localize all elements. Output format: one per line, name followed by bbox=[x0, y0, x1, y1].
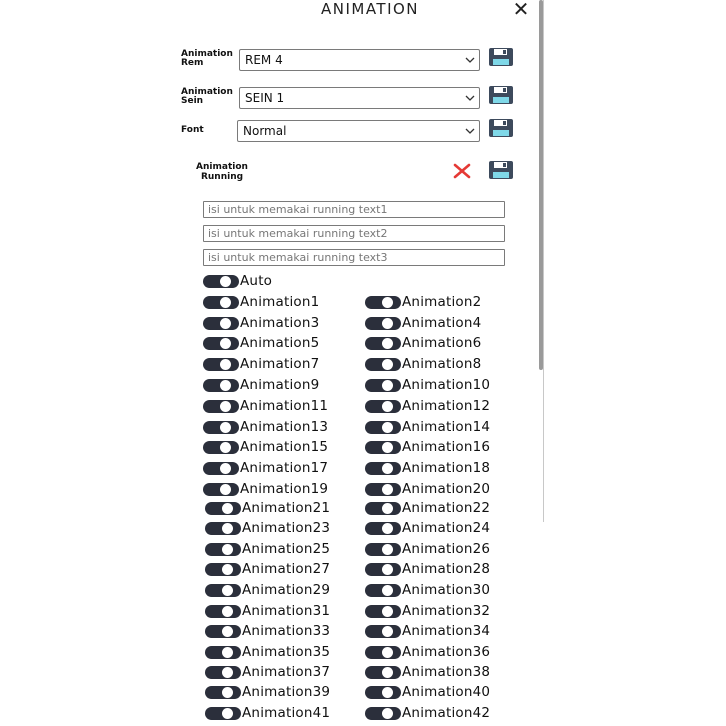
x-mark-icon[interactable] bbox=[452, 163, 472, 179]
animation-toggle-label: Animation6 bbox=[402, 335, 482, 351]
animation-toggle[interactable] bbox=[205, 664, 330, 680]
auto-toggle[interactable] bbox=[203, 273, 272, 289]
animation-toggle-label: Animation29 bbox=[242, 582, 331, 598]
animation-toggle[interactable] bbox=[203, 315, 319, 331]
toggle-switch[interactable] bbox=[203, 296, 239, 309]
animation-toggle[interactable] bbox=[365, 398, 490, 414]
animation-toggle-label: Animation18 bbox=[402, 460, 491, 476]
animation-toggle-label: Animation33 bbox=[242, 623, 331, 639]
animation-toggle-label: Animation34 bbox=[402, 623, 491, 639]
save-running-icon[interactable] bbox=[488, 160, 514, 180]
animation-toggle-label: Animation12 bbox=[402, 398, 491, 414]
animation-toggle[interactable] bbox=[205, 561, 330, 577]
animation-toggle[interactable] bbox=[365, 684, 490, 700]
close-icon[interactable]: ✕ bbox=[512, 0, 530, 21]
animation-toggle[interactable] bbox=[365, 705, 490, 721]
toggle-switch[interactable] bbox=[365, 400, 401, 413]
toggle-switch[interactable] bbox=[365, 707, 401, 720]
toggle-switch[interactable] bbox=[205, 625, 241, 638]
animation-toggle[interactable] bbox=[203, 460, 328, 476]
animation-toggle[interactable] bbox=[205, 623, 330, 639]
toggle-switch[interactable] bbox=[205, 646, 241, 659]
toggle-switch[interactable] bbox=[365, 296, 401, 309]
toggle-switch[interactable] bbox=[203, 379, 239, 392]
animation-toggle[interactable] bbox=[365, 623, 490, 639]
font-label: Font bbox=[181, 125, 204, 135]
animation-toggle[interactable] bbox=[205, 500, 330, 516]
animation-toggle[interactable] bbox=[203, 481, 328, 497]
animation-toggle-label: Animation17 bbox=[240, 460, 329, 476]
toggle-switch[interactable] bbox=[365, 421, 401, 434]
scrollbar-thumb[interactable] bbox=[539, 0, 543, 370]
toggle-switch[interactable] bbox=[205, 707, 241, 720]
animation-toggle-label: Animation35 bbox=[242, 644, 331, 660]
toggle-switch[interactable] bbox=[205, 666, 241, 679]
toggle-switch[interactable] bbox=[365, 483, 401, 496]
animation-toggle-label: Animation19 bbox=[240, 481, 329, 497]
animation-toggle-label: Animation24 bbox=[402, 520, 491, 536]
running-text-input-1[interactable] bbox=[203, 201, 505, 218]
animation-toggle-label: Animation22 bbox=[402, 500, 491, 516]
animation-toggle[interactable] bbox=[203, 439, 328, 455]
auto-toggle-label: Auto bbox=[240, 273, 273, 289]
animation-toggle-label: Animation31 bbox=[242, 603, 331, 619]
animation-toggle[interactable] bbox=[365, 541, 490, 557]
animation-toggle-label: Animation11 bbox=[240, 398, 329, 414]
animation-toggle[interactable] bbox=[203, 294, 319, 310]
animation-sein-label: Animation Sein bbox=[181, 87, 233, 106]
animation-toggle-label: Animation39 bbox=[242, 684, 331, 700]
animation-toggle[interactable] bbox=[203, 356, 319, 372]
animation-toggle-label: Animation41 bbox=[242, 705, 331, 721]
animation-toggle-label: Animation30 bbox=[402, 582, 491, 598]
chevron-down-icon bbox=[465, 55, 475, 65]
animation-toggle-label: Animation40 bbox=[402, 684, 491, 700]
animation-toggle-label: Animation4 bbox=[402, 315, 482, 331]
toggle-switch[interactable] bbox=[365, 462, 401, 475]
toggle-switch[interactable] bbox=[205, 605, 241, 618]
animation-sein-value: SEIN 1 bbox=[245, 91, 285, 105]
animation-toggle-label: Animation28 bbox=[402, 561, 491, 577]
toggle-switch[interactable] bbox=[203, 400, 239, 413]
animation-toggle-label: Animation8 bbox=[402, 356, 482, 372]
toggle-switch[interactable] bbox=[203, 358, 239, 371]
animation-toggle[interactable] bbox=[203, 398, 328, 414]
animation-toggle[interactable] bbox=[203, 335, 319, 351]
animation-toggle[interactable] bbox=[365, 294, 481, 310]
toggle-switch[interactable] bbox=[205, 584, 241, 597]
chevron-down-icon bbox=[465, 126, 475, 136]
animation-toggle-label: Animation14 bbox=[402, 419, 491, 435]
animation-toggle[interactable] bbox=[365, 335, 481, 351]
animation-toggle-label: Animation25 bbox=[242, 541, 331, 557]
animation-toggle-label: Animation21 bbox=[242, 500, 331, 516]
animation-toggle[interactable] bbox=[365, 520, 490, 536]
toggle-switch[interactable] bbox=[365, 666, 401, 679]
running-text-input-2[interactable] bbox=[203, 225, 505, 242]
toggle-switch[interactable] bbox=[203, 275, 239, 288]
animation-toggle-label: Animation38 bbox=[402, 664, 491, 680]
save-sein-icon[interactable] bbox=[488, 85, 514, 105]
toggle-switch[interactable] bbox=[205, 502, 241, 515]
animation-toggle-label: Animation13 bbox=[240, 419, 329, 435]
animation-toggle[interactable] bbox=[203, 419, 328, 435]
toggle-switch[interactable] bbox=[365, 337, 401, 350]
animation-toggle-label: Animation27 bbox=[242, 561, 331, 577]
animation-toggle-label: Animation10 bbox=[402, 377, 491, 393]
toggle-switch[interactable] bbox=[203, 317, 239, 330]
animation-toggle[interactable] bbox=[365, 644, 490, 660]
toggle-switch[interactable] bbox=[365, 584, 401, 597]
animation-toggle[interactable] bbox=[205, 705, 330, 721]
animation-toggle-label: Animation2 bbox=[402, 294, 482, 310]
animation-running-label: Animation Running bbox=[196, 162, 248, 182]
toggle-switch[interactable] bbox=[203, 441, 239, 454]
toggle-switch[interactable] bbox=[365, 358, 401, 371]
animation-toggle[interactable] bbox=[205, 644, 330, 660]
toggle-switch[interactable] bbox=[203, 337, 239, 350]
animation-toggle[interactable] bbox=[205, 582, 330, 598]
toggle-switch[interactable] bbox=[365, 625, 401, 638]
animation-toggle[interactable] bbox=[205, 541, 330, 557]
toggle-switch[interactable] bbox=[365, 543, 401, 556]
animation-toggle[interactable] bbox=[365, 561, 490, 577]
toggle-switch[interactable] bbox=[205, 686, 241, 699]
save-font-icon[interactable] bbox=[488, 118, 514, 138]
animation-toggle[interactable] bbox=[365, 460, 490, 476]
animation-rem-label: Animation Rem bbox=[181, 49, 233, 68]
toggle-switch[interactable] bbox=[365, 563, 401, 576]
save-rem-icon[interactable] bbox=[488, 47, 514, 67]
animation-toggle[interactable] bbox=[203, 377, 319, 393]
animation-toggle-label: Animation5 bbox=[240, 335, 320, 351]
font-select[interactable] bbox=[237, 120, 480, 142]
toggle-switch[interactable] bbox=[203, 421, 239, 434]
animation-toggle[interactable] bbox=[365, 356, 481, 372]
animation-toggle[interactable] bbox=[365, 582, 490, 598]
toggle-switch[interactable] bbox=[205, 543, 241, 556]
animation-toggle[interactable] bbox=[365, 500, 490, 516]
animation-toggle-label: Animation23 bbox=[242, 520, 331, 536]
toggle-switch[interactable] bbox=[205, 522, 241, 535]
chevron-down-icon bbox=[465, 93, 475, 103]
animation-toggle-label: Animation9 bbox=[240, 377, 320, 393]
toggle-switch[interactable] bbox=[203, 462, 239, 475]
toggle-switch[interactable] bbox=[365, 522, 401, 535]
toggle-switch[interactable] bbox=[365, 317, 401, 330]
animation-toggle-label: Animation42 bbox=[402, 705, 491, 721]
animation-toggle[interactable] bbox=[205, 520, 330, 536]
animation-toggle-label: Animation36 bbox=[402, 644, 491, 660]
toggle-switch[interactable] bbox=[205, 563, 241, 576]
font-value: Normal bbox=[243, 124, 287, 138]
animation-toggle-label: Animation7 bbox=[240, 356, 320, 372]
animation-toggle-label: Animation3 bbox=[240, 315, 320, 331]
animation-toggle[interactable] bbox=[365, 439, 490, 455]
running-text-input-3[interactable] bbox=[203, 249, 505, 266]
toggle-switch[interactable] bbox=[365, 605, 401, 618]
animation-toggle-label: Animation16 bbox=[402, 439, 491, 455]
animation-toggle-label: Animation20 bbox=[402, 481, 491, 497]
dialog-title: ANIMATION bbox=[320, 0, 420, 18]
animation-toggle[interactable] bbox=[205, 603, 330, 619]
animation-toggle[interactable] bbox=[365, 664, 490, 680]
toggle-switch[interactable] bbox=[365, 502, 401, 515]
animation-toggle-label: Animation1 bbox=[240, 294, 320, 310]
animation-sein-select[interactable] bbox=[239, 87, 480, 109]
toggle-switch[interactable] bbox=[365, 379, 401, 392]
animation-toggle[interactable] bbox=[365, 377, 490, 393]
toggle-switch[interactable] bbox=[203, 483, 239, 496]
animation-toggle-label: Animation15 bbox=[240, 439, 329, 455]
animation-rem-select[interactable] bbox=[239, 49, 480, 71]
animation-toggle[interactable] bbox=[365, 603, 490, 619]
toggle-switch[interactable] bbox=[365, 441, 401, 454]
animation-toggle-label: Animation32 bbox=[402, 603, 491, 619]
toggle-switch[interactable] bbox=[365, 686, 401, 699]
animation-toggle-label: Animation37 bbox=[242, 664, 331, 680]
animation-toggle[interactable] bbox=[365, 481, 490, 497]
animation-toggle[interactable] bbox=[205, 684, 330, 700]
animation-rem-value: REM 4 bbox=[245, 53, 283, 67]
toggle-switch[interactable] bbox=[365, 646, 401, 659]
animation-toggle-label: Animation26 bbox=[402, 541, 491, 557]
scrollbar-track bbox=[543, 0, 544, 522]
animation-toggle[interactable] bbox=[365, 419, 490, 435]
animation-toggle[interactable] bbox=[365, 315, 481, 331]
